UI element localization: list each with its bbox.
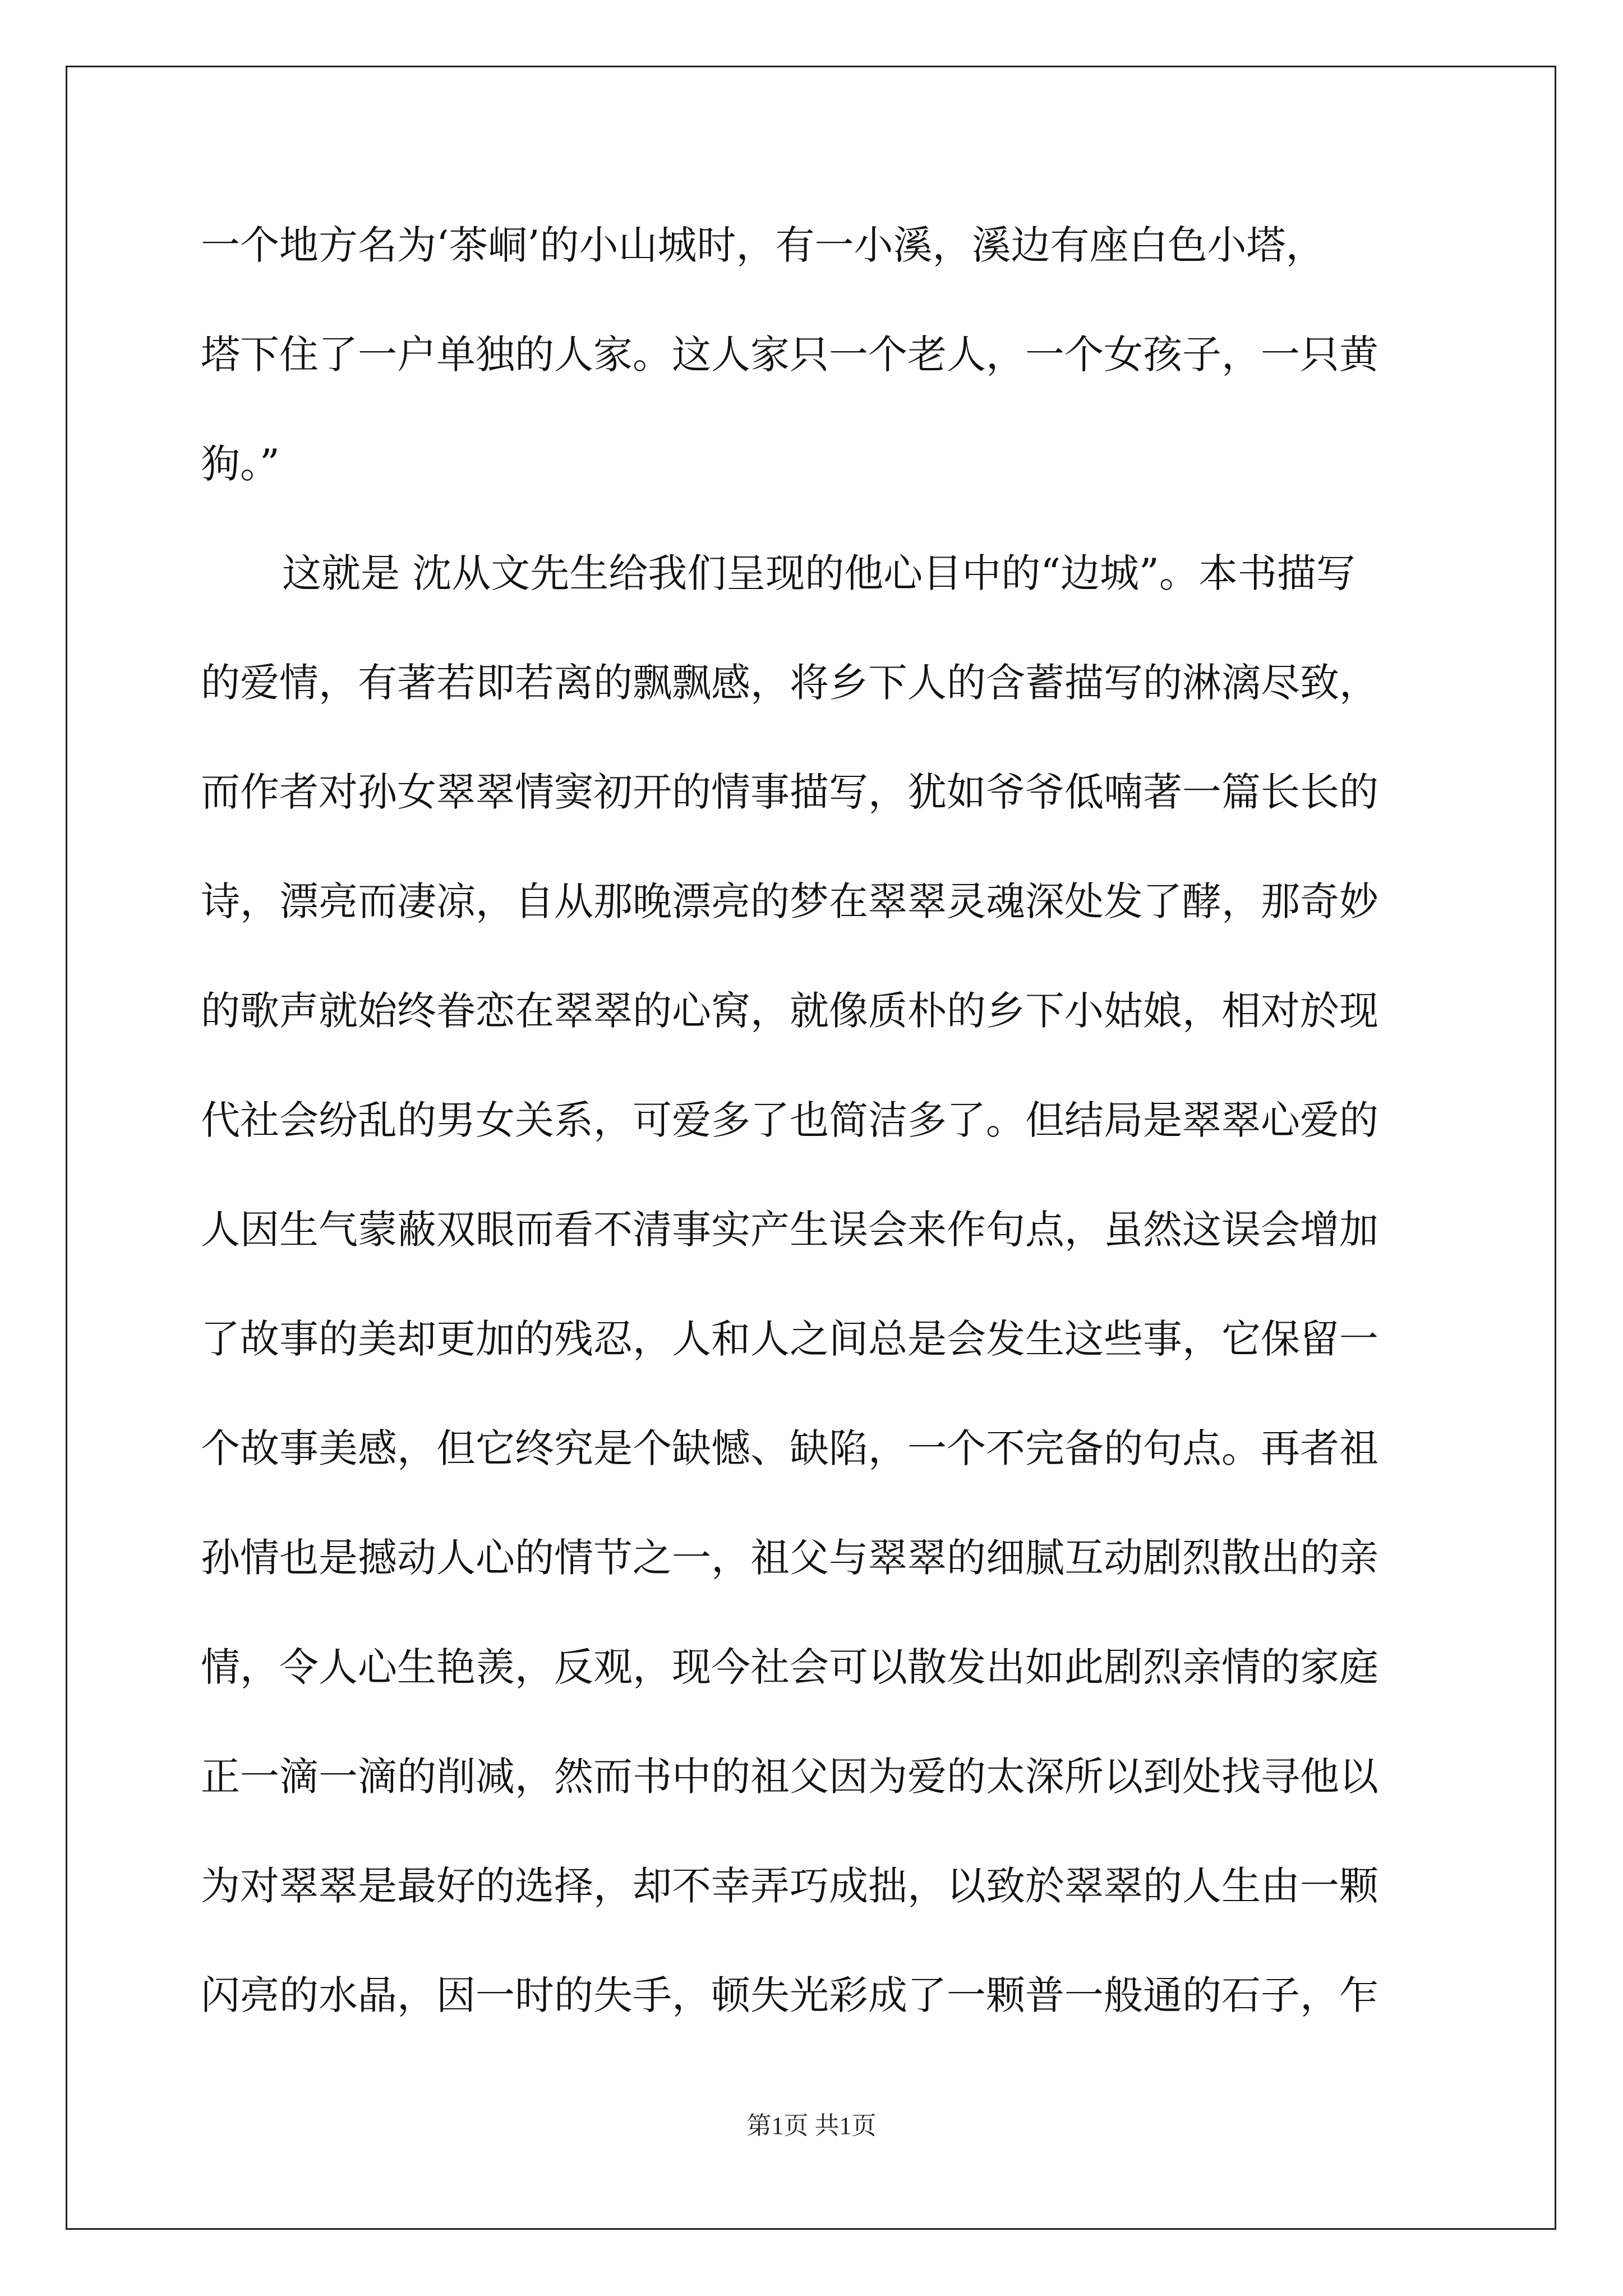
text-line: 代社会纷乱的男女关系，可爱多了也简洁多了。但结局是翠翠心爱的 xyxy=(201,1097,1378,1143)
text-line: 为对翠翠是最好的选择，却不幸弄巧成拙，以致於翠翠的人生由一颗 xyxy=(201,1863,1378,1909)
text-line: 的爱情，有著若即若离的飘飘感，将乡下人的含蓄描写的淋漓尽致， xyxy=(201,660,1378,706)
paragraph-start-line: 这就是 沈从文先生给我们呈现的他心目中的“边城”。本书描写 xyxy=(282,550,1355,596)
text-line: 的歌声就始终眷恋在翠翠的心窝，就像质朴的乡下小姑娘，相对於现 xyxy=(201,988,1378,1034)
text-line: 诗，漂亮而凄凉，自从那晚漂亮的梦在翠翠灵魂深处发了酵，那奇妙 xyxy=(201,878,1378,924)
document-body xyxy=(201,191,1435,2050)
text-line: 孙情也是撼动人心的情节之一，祖父与翠翠的细腻互动剧烈散出的亲 xyxy=(201,1535,1378,1581)
text-line: 而作者对孙女翠翠情窦初开的情事描写，犹如爷爷低喃著一篇长长的 xyxy=(201,769,1378,815)
text-line: 闪亮的水晶，因一时的失手，顿失光彩成了一颗普一般通的石子，乍 xyxy=(201,1972,1378,2018)
text-line: 个故事美感，但它终究是个缺憾、缺陷，一个不完备的句点。再者祖 xyxy=(201,1425,1378,1471)
text-line: 人因生气蒙蔽双眼而看不清事实产生误会来作句点，虽然这误会增加 xyxy=(201,1207,1378,1253)
text-line: 正一滴一滴的削减，然而书中的祖父因为爱的太深所以到处找寻他以 xyxy=(201,1754,1378,1800)
text-line: 情，令人心生艳羡，反观，现今社会可以散发出如此剧烈亲情的家庭 xyxy=(201,1644,1378,1690)
text-line: 塔下住了一户单独的人家。这人家只一个老人，一个女孩子，一只黄 xyxy=(201,332,1378,378)
text-line: 了故事的美却更加的残忍，人和人之间总是会发生这些事，它保留一 xyxy=(201,1316,1378,1362)
page-footer: 第1页 共1页 xyxy=(746,2112,877,2139)
text-line: 狗。” xyxy=(201,441,280,487)
text-line: 一个地方名为‘茶峒’的小山城时，有一小溪，溪边有座白色小塔， xyxy=(201,222,1325,268)
